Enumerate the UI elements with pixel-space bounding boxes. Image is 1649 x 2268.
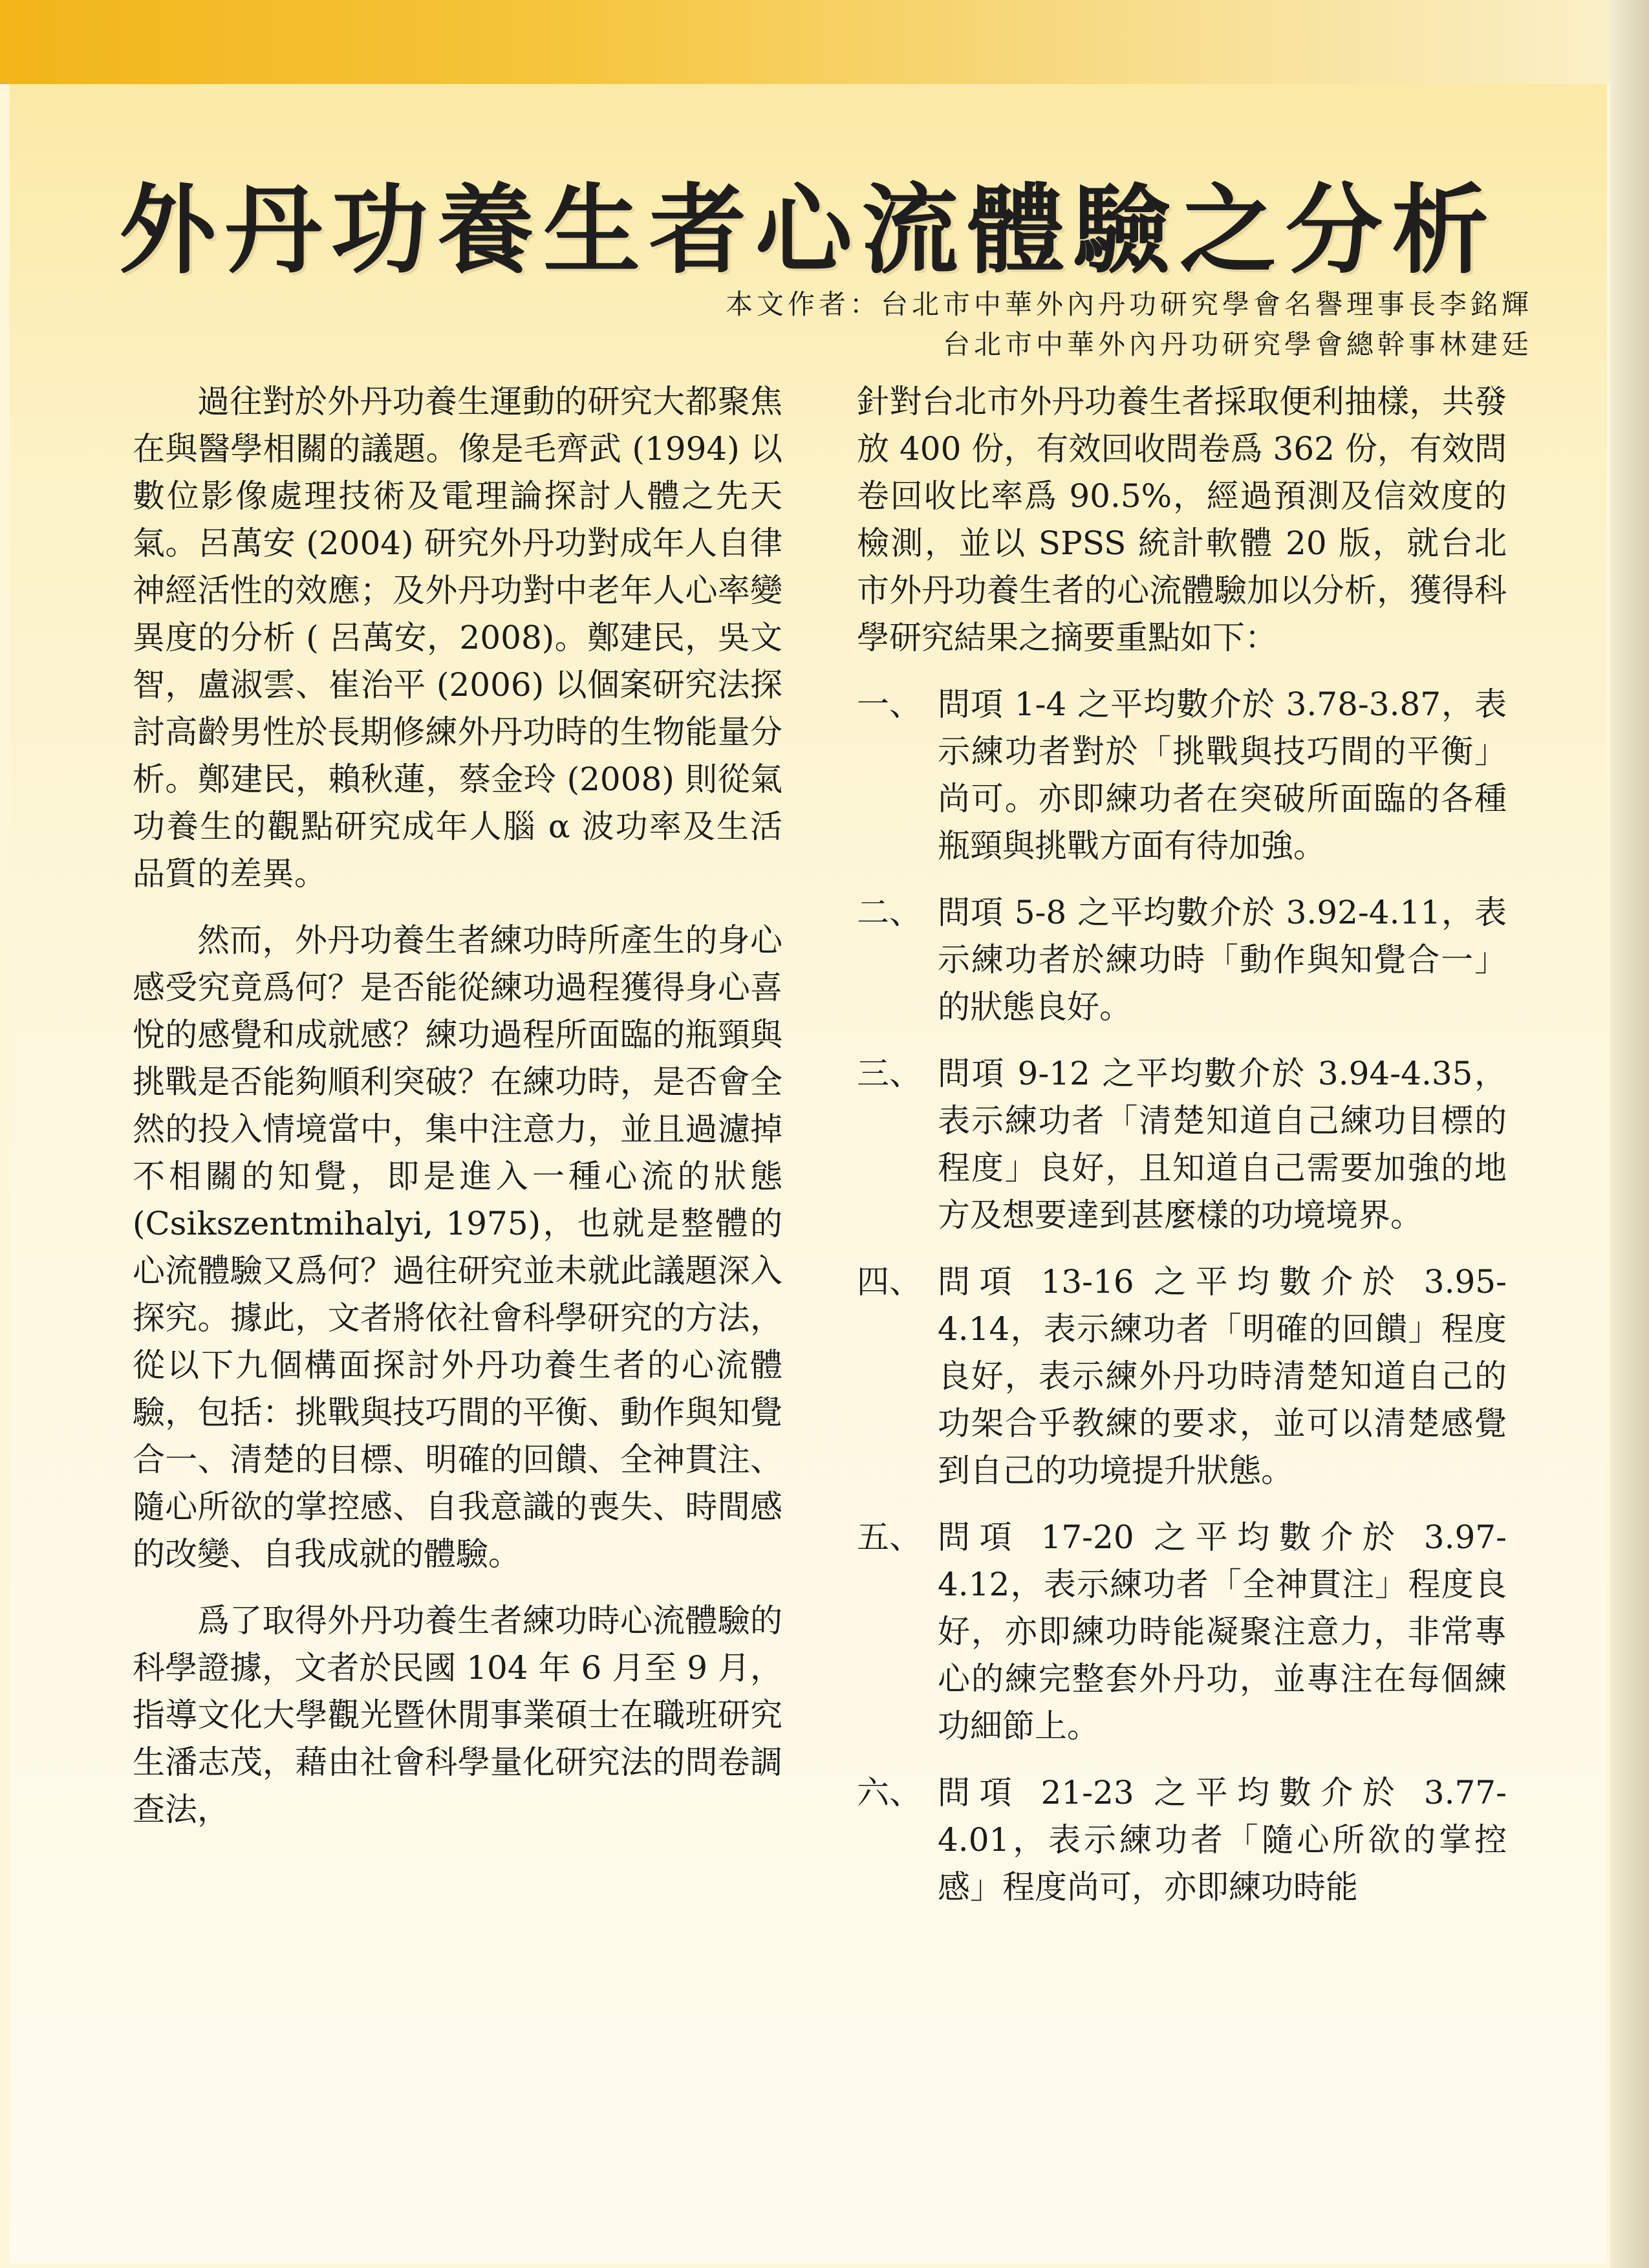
- finding-text: 問項 17-20 之平均數介於 3.97-4.12，表示練功者「全神貫注」程度良好，亦即練功時能凝聚注意力，非常專心的練完整套外丹功，並專注在每個練功細節上。: [938, 1518, 1507, 1745]
- article-title: 外丹功養生者心流體驗之分析: [118, 175, 1498, 287]
- finding-number: 六、: [857, 1774, 921, 1811]
- author-line-2: 台北市中華外內丹功研究學會總幹事林建廷: [942, 329, 1533, 360]
- header-color-band: [0, 0, 1617, 84]
- finding-item: [857, 1769, 1507, 1911]
- finding-item: [857, 1258, 1507, 1495]
- finding-text: 問項 13-16 之平均數介於 3.95-4.14，表示練功者「明確的回饋」程度良好，表示練外丹功時清楚知道自己的功架合乎教練的要求，並可以清楚感覺到自己的功境提升狀態。: [938, 1263, 1507, 1489]
- finding-text: 問項 21-23 之平均數介於 3.77-4.01，表示練功者「隨心所欲的掌控感」程度尚可，亦即練功時能: [938, 1774, 1507, 1906]
- finding-number: 二、: [857, 894, 921, 931]
- page-edge: [1610, 0, 1649, 2268]
- finding-text: 問項 9-12 之平均數介於 3.94-4.35，表示練功者「清楚知道自己練功目標的程度」良好，且知道自己需要加強的地方及想要達到甚麼樣的功境境界。: [938, 1055, 1507, 1234]
- finding-number: 四、: [857, 1263, 921, 1301]
- finding-number: 三、: [857, 1055, 921, 1092]
- paragraph-2: 然而，外丹功養生者練功時所產生的身心感受究竟爲何？是否能從練功過程獲得身心喜悅的感覺和成就感？練功過程所面臨的瓶頸與挑戰是否能夠順利突破？在練功時，是否會全然的投入情境當中，集中注意力，並且過濾掉不相關的知覺，即是進入一種心流的狀態 (Csikszentmihalyi, 1975)，也就是整體的心流體驗又爲何？過往研究並未就此議題深入探究。據此，文者將依社會科學研究的方法，從以下九個構面探討外丹功養生者的心流體驗，包括：挑戰與技巧間的平衡、動作與知覺合一、清楚的目標、明確的回饋、全神貫注、隨心所欲的掌控感、自我意識的喪失、時間感的改變、自我成就的體驗。: [133, 922, 782, 1573]
- finding-item: [857, 889, 1507, 1031]
- finding-text: 問項 1-4 之平均數介於 3.78-3.87，表示練功者對於「挑戰與技巧間的平衡」尚可。亦即練功者在突破所面臨的各種瓶頸與挑戰方面有待加強。: [938, 686, 1507, 865]
- finding-item: [857, 1050, 1507, 1239]
- finding-text: 問項 5-8 之平均數介於 3.92-4.11，表示練功者於練功時「動作與知覺合一」的狀態良好。: [938, 894, 1507, 1026]
- finding-item: [857, 681, 1507, 870]
- paragraph-4: 針對台北市外丹功養生者採取便利抽樣，共發放 400 份，有效回收問卷爲 362 份，有效問卷回收比率爲 90.5%，經過預測及信效度的檢測，並以 SPSS 統計軟體 20 版，就台北市外丹功養生者的心流體驗加以分析，獲得科學研究結果之摘要重點如下：: [857, 383, 1507, 656]
- paragraph-1: 過往對於外丹功養生運動的研究大都聚焦在與醫學相關的議題。像是毛齊武 (1994) 以數位影像處理技術及電理論探討人體之先天氣。呂萬安 (2004) 研究外丹功對成年人自律神經活性的效應；及外丹功對中老年人心率變異度的分析 ( 呂萬安，2008)。鄭建民，吳文智，盧淑雲、崔治平 (2006) 以個案研究法探討高齡男性於長期修練外丹功時的生物能量分析。鄭建民，賴秋蓮，蔡金玲 (2008) 則從氣功養生的觀點研究成年人腦 α 波功率及生活品質的差異。: [133, 383, 782, 892]
- author-line-1: 本文作者：台北市中華外內丹功研究學會名譽理事長李銘輝: [725, 288, 1533, 320]
- right-column: [857, 378, 1507, 1930]
- left-column: [133, 378, 782, 1853]
- paragraph-3: 爲了取得外丹功養生者練功時心流體驗的科學證據，文者於民國 104 年 6 月至 9 月，指導文化大學觀光暨休閒事業碩士在職班研究生潘志茂，藉由社會科學量化研究法的問卷調查法，: [133, 1602, 782, 1828]
- author-byline: [726, 285, 1533, 365]
- finding-number: 一、: [857, 686, 921, 723]
- finding-item: [857, 1514, 1507, 1750]
- finding-number: 五、: [857, 1518, 921, 1556]
